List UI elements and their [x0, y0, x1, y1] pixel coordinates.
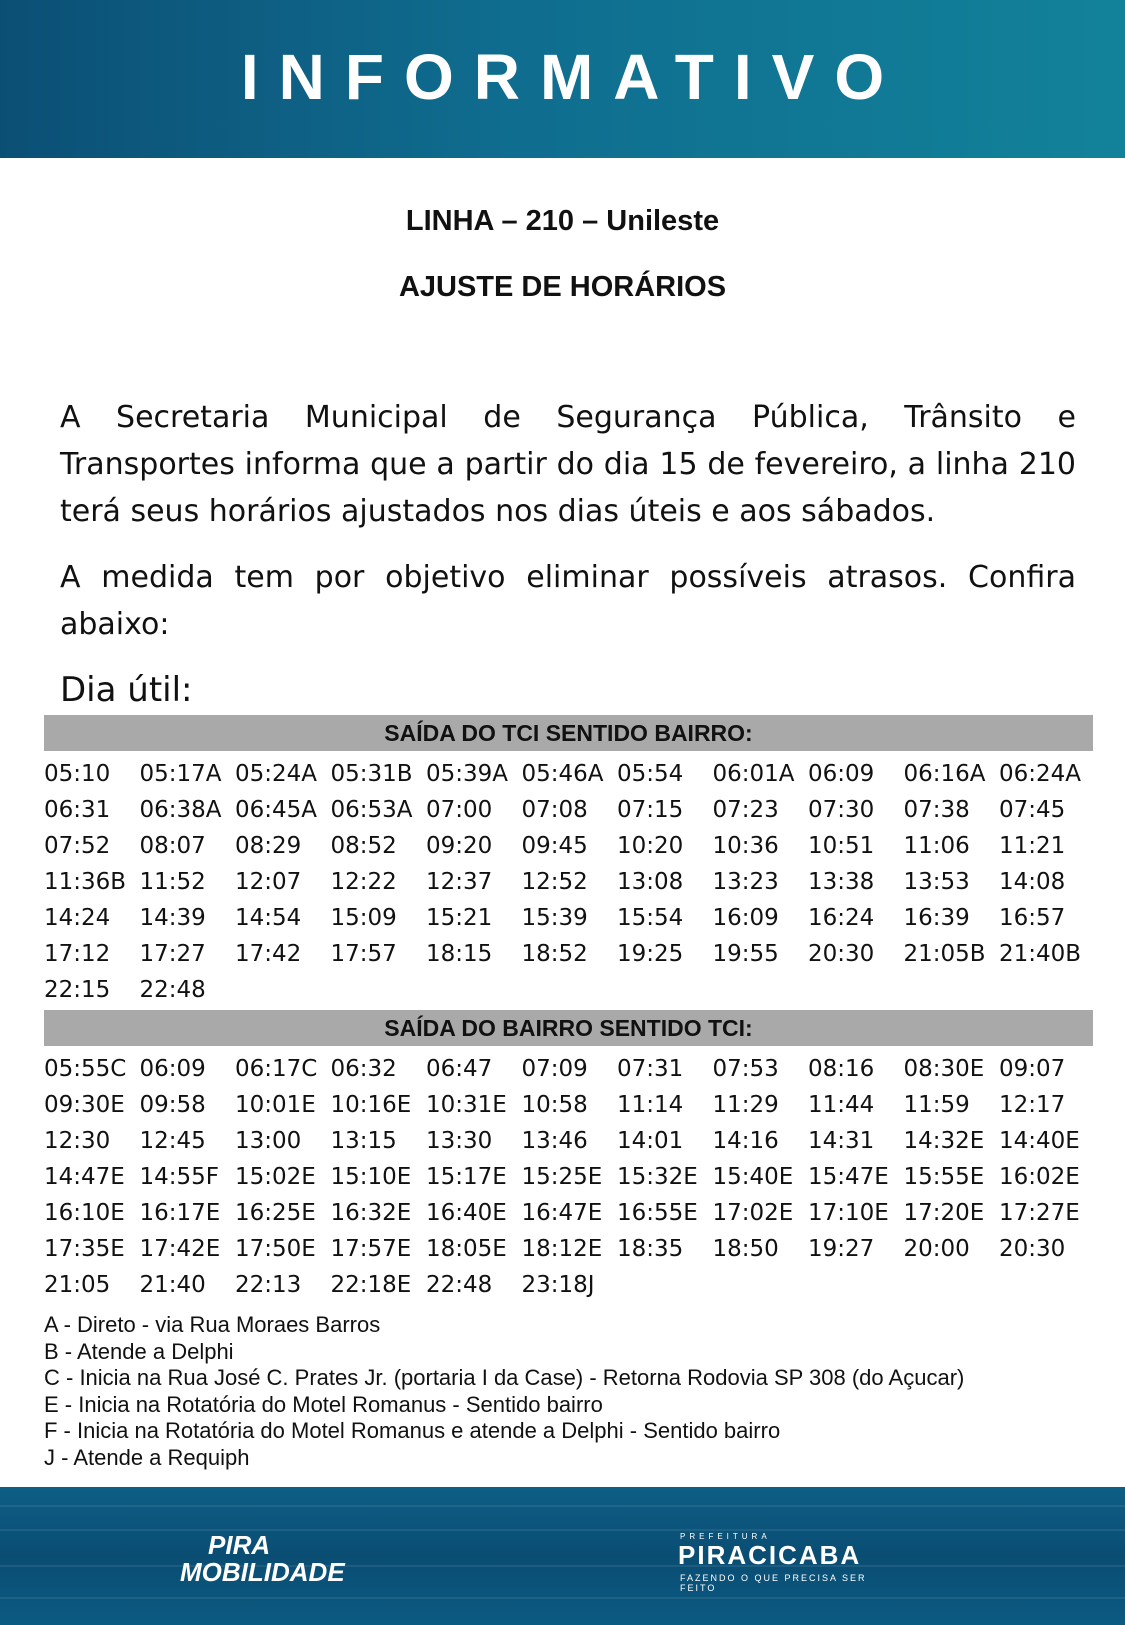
schedule-time: 17:42 — [235, 941, 302, 967]
schedule-time: 16:55E — [617, 1200, 698, 1226]
schedule-time: 22:18E — [330, 1272, 412, 1298]
schedule-time: 14:01 — [617, 1128, 684, 1154]
schedule-time: 18:12E — [521, 1236, 603, 1262]
schedule-time: 11:36B — [44, 869, 127, 895]
legend-item: B - Atende a Delphi — [44, 1338, 234, 1364]
schedule-time: 11:14 — [617, 1092, 684, 1118]
schedule-time: 08:07 — [139, 833, 206, 859]
schedule-time: 11:52 — [139, 869, 206, 895]
schedule-time: 14:55F — [139, 1164, 220, 1190]
notice-paragraph-2: A medida tem por objetivo eliminar possíveis atrasos. Confira abaixo: — [60, 560, 1076, 642]
schedule-time: 07:08 — [521, 797, 588, 823]
schedule-time: 21:40B — [999, 941, 1082, 967]
schedule-time: 09:07 — [999, 1056, 1066, 1082]
schedule-time: 15:02E — [235, 1164, 316, 1190]
schedule-time: 09:58 — [139, 1092, 206, 1118]
schedule-time: 16:32E — [330, 1200, 412, 1226]
schedule-time: 18:35 — [617, 1236, 684, 1262]
schedule-time: 16:17E — [139, 1200, 221, 1226]
schedule-time: 05:55C — [44, 1056, 127, 1082]
logo-text: PIRA — [208, 1530, 271, 1560]
schedule-time: 06:16A — [903, 761, 986, 787]
header-banner — [0, 0, 1125, 158]
schedule-time: 14:39 — [139, 905, 206, 931]
schedule-time: 13:53 — [903, 869, 970, 895]
schedule-time: 11:29 — [712, 1092, 779, 1118]
schedule-time: 07:23 — [712, 797, 779, 823]
schedule-time: 16:10E — [44, 1200, 125, 1226]
schedule-time: 17:57 — [330, 941, 397, 967]
schedule-grid-bairro-to-tci — [44, 1051, 1104, 1303]
schedule-time: 14:24 — [44, 905, 111, 931]
schedule-time: 06:38A — [139, 797, 222, 823]
schedule-time: 05:39A — [426, 761, 509, 787]
schedule-time: 20:00 — [903, 1236, 970, 1262]
schedule-time: 20:30 — [808, 941, 875, 967]
schedule-time: 15:39 — [521, 905, 588, 931]
legend-item: F - Inicia na Rotatória do Motel Romanus e atende a Delphi - Sentido bairro — [44, 1418, 781, 1444]
legend-item: E - Inicia na Rotatória do Motel Romanus - Sentido bairro — [44, 1391, 603, 1417]
schedule-time: 13:08 — [617, 869, 684, 895]
page-title: INFORMATIVO — [240, 41, 905, 113]
schedule-time: 10:31E — [426, 1092, 507, 1118]
schedule-time: 17:50E — [235, 1236, 316, 1262]
schedule-time: 10:01E — [235, 1092, 316, 1118]
schedule-time: 14:08 — [999, 869, 1066, 895]
schedule-time: 15:10E — [330, 1164, 412, 1190]
schedule-time: 15:32E — [617, 1164, 698, 1190]
schedule-time: 16:25E — [235, 1200, 316, 1226]
schedule-time: 08:30E — [903, 1056, 985, 1082]
schedule-time: 18:52 — [521, 941, 588, 967]
schedule-time: 17:27E — [999, 1200, 1080, 1226]
schedule-time: 17:42E — [139, 1236, 221, 1262]
schedule-time: 14:16 — [712, 1128, 779, 1154]
schedule-time: 15:09 — [330, 905, 397, 931]
schedule-time: 12:07 — [235, 869, 302, 895]
schedule-time: 16:39 — [903, 905, 970, 931]
schedule-time: 10:20 — [617, 833, 684, 859]
schedule-time: 21:40 — [139, 1272, 206, 1298]
schedule-time: 13:46 — [521, 1128, 588, 1154]
schedule-time: 17:27 — [139, 941, 206, 967]
schedule-time: 07:09 — [521, 1056, 588, 1082]
schedule-time: 06:17C — [235, 1056, 318, 1082]
schedule-time: 12:45 — [139, 1128, 206, 1154]
section-header-bairro-to-tci: SAÍDA DO BAIRRO SENTIDO TCI: — [44, 1010, 1093, 1046]
schedule-time: 08:52 — [330, 833, 397, 859]
logo-text: PREFEITURA — [680, 1532, 771, 1541]
schedule-time: 11:44 — [808, 1092, 875, 1118]
schedule-time: 15:47E — [808, 1164, 889, 1190]
schedule-time: 05:10 — [44, 761, 111, 787]
prefeitura-piracicaba-logo — [662, 1532, 902, 1593]
schedule-time: 07:45 — [999, 797, 1066, 823]
schedule-time: 14:31 — [808, 1128, 875, 1154]
schedule-time: 06:53A — [330, 797, 413, 823]
schedule-time: 10:36 — [712, 833, 779, 859]
schedule-time: 07:38 — [903, 797, 970, 823]
schedule-time: 09:20 — [426, 833, 493, 859]
schedule-time: 19:25 — [617, 941, 684, 967]
day-label: Dia útil: — [60, 670, 193, 710]
schedule-time: 18:05E — [426, 1236, 507, 1262]
schedule-time: 13:38 — [808, 869, 875, 895]
schedule-time: 07:53 — [712, 1056, 779, 1082]
schedule-time: 16:09 — [712, 905, 779, 931]
schedule-time: 17:20E — [903, 1200, 985, 1226]
schedule-time: 09:30E — [44, 1092, 125, 1118]
schedule-time: 13:23 — [712, 869, 779, 895]
schedule-time: 15:55E — [903, 1164, 985, 1190]
schedule-time: 18:15 — [426, 941, 493, 967]
schedule-time: 19:27 — [808, 1236, 875, 1262]
schedule-time: 14:32E — [903, 1128, 985, 1154]
schedule-time: 14:40E — [999, 1128, 1080, 1154]
footer-banner — [0, 1487, 1125, 1625]
schedule-time: 11:59 — [903, 1092, 970, 1118]
schedule-time: 17:10E — [808, 1200, 889, 1226]
schedule-time: 19:55 — [712, 941, 779, 967]
schedule-time: 16:47E — [521, 1200, 603, 1226]
schedule-time: 15:17E — [426, 1164, 507, 1190]
schedule-time: 07:52 — [44, 833, 111, 859]
schedule-time: 06:24A — [999, 761, 1082, 787]
schedule-time: 16:57 — [999, 905, 1066, 931]
schedule-time: 22:48 — [426, 1272, 493, 1298]
schedule-time: 07:15 — [617, 797, 684, 823]
schedule-time: 08:29 — [235, 833, 302, 859]
schedule-time: 18:50 — [712, 1236, 779, 1262]
schedule-time: 05:17A — [139, 761, 222, 787]
schedule-time: 17:35E — [44, 1236, 125, 1262]
schedule-time: 11:21 — [999, 833, 1066, 859]
schedule-time: 07:31 — [617, 1056, 684, 1082]
schedule-time: 15:25E — [521, 1164, 603, 1190]
schedule-time: 10:51 — [808, 833, 875, 859]
schedule-time: 15:54 — [617, 905, 684, 931]
schedule-time: 07:00 — [426, 797, 493, 823]
schedule-time: 22:15 — [44, 977, 111, 1003]
schedule-time: 09:45 — [521, 833, 588, 859]
schedule-time: 12:37 — [426, 869, 493, 895]
legend-item: C - Inicia na Rua José C. Prates Jr. (portaria I da Case) - Retorna Rodovia SP 308 (do Açucar) — [44, 1365, 965, 1391]
schedule-time: 21:05B — [903, 941, 986, 967]
schedule-time: 08:16 — [808, 1056, 875, 1082]
schedule-time: 15:21 — [426, 905, 493, 931]
schedule-time: 07:30 — [808, 797, 875, 823]
schedule-time: 22:13 — [235, 1272, 302, 1298]
schedule-time: 05:24A — [235, 761, 318, 787]
schedule-time: 17:12 — [44, 941, 111, 967]
schedule-time: 13:15 — [330, 1128, 397, 1154]
logo-text: PIRACICABA — [678, 1540, 862, 1570]
line-title: LINHA – 210 – Unileste — [405, 205, 720, 237]
legend-item: J - Atende a Requiph — [44, 1444, 250, 1470]
schedule-time: 13:00 — [235, 1128, 302, 1154]
pira-mobilidade-logo — [180, 1532, 345, 1586]
schedule-grid-tci-to-bairro — [44, 756, 1104, 1008]
schedule-time: 16:02E — [999, 1164, 1080, 1190]
schedule-time: 16:24 — [808, 905, 875, 931]
schedule-time: 22:48 — [139, 977, 206, 1003]
notice-paragraph-1: A Secretaria Municipal de Segurança Pública, Trânsito e Transportes informa que a partir do dia 15 de fevereiro, a linha 210 terá seus horários ajustados nos dias úteis e aos sábados. — [60, 400, 1076, 529]
notice-subtitle: AJUSTE DE HORÁRIOS — [398, 271, 727, 303]
schedule-time: 20:30 — [999, 1236, 1066, 1262]
schedule-time: 06:01A — [712, 761, 795, 787]
logo-text: MOBILIDADE — [180, 1557, 345, 1587]
schedule-time: 10:58 — [521, 1092, 588, 1118]
legend-item: A - Direto - via Rua Moraes Barros — [44, 1312, 381, 1337]
schedule-time: 12:22 — [330, 869, 397, 895]
schedule-time: 23:18J — [521, 1272, 595, 1298]
schedule-time: 05:54 — [617, 761, 684, 787]
schedule-time: 06:09 — [139, 1056, 206, 1082]
schedule-time: 12:30 — [44, 1128, 111, 1154]
logo-tagline: FAZENDO O QUE PRECISA SER FEITO — [680, 1573, 867, 1593]
section-header-tci-to-bairro: SAÍDA DO TCI SENTIDO BAIRRO: — [44, 715, 1093, 751]
schedule-time: 06:45A — [235, 797, 318, 823]
schedule-time: 12:52 — [521, 869, 588, 895]
schedule-time: 05:46A — [521, 761, 604, 787]
legend — [44, 1312, 1104, 1472]
schedule-time: 15:40E — [712, 1164, 794, 1190]
schedule-time: 17:57E — [330, 1236, 412, 1262]
schedule-time: 06:32 — [330, 1056, 397, 1082]
schedule-time: 10:16E — [330, 1092, 412, 1118]
schedule-time: 06:47 — [426, 1056, 493, 1082]
schedule-time: 06:31 — [44, 797, 111, 823]
schedule-time: 16:40E — [426, 1200, 507, 1226]
schedule-time: 12:17 — [999, 1092, 1066, 1118]
schedule-time: 17:02E — [712, 1200, 794, 1226]
schedule-time: 14:47E — [44, 1164, 125, 1190]
schedule-time: 13:30 — [426, 1128, 493, 1154]
schedule-time: 06:09 — [808, 761, 875, 787]
schedule-time: 05:31B — [330, 761, 413, 787]
schedule-time: 14:54 — [235, 905, 302, 931]
schedule-time: 21:05 — [44, 1272, 111, 1298]
schedule-time: 11:06 — [903, 833, 970, 859]
